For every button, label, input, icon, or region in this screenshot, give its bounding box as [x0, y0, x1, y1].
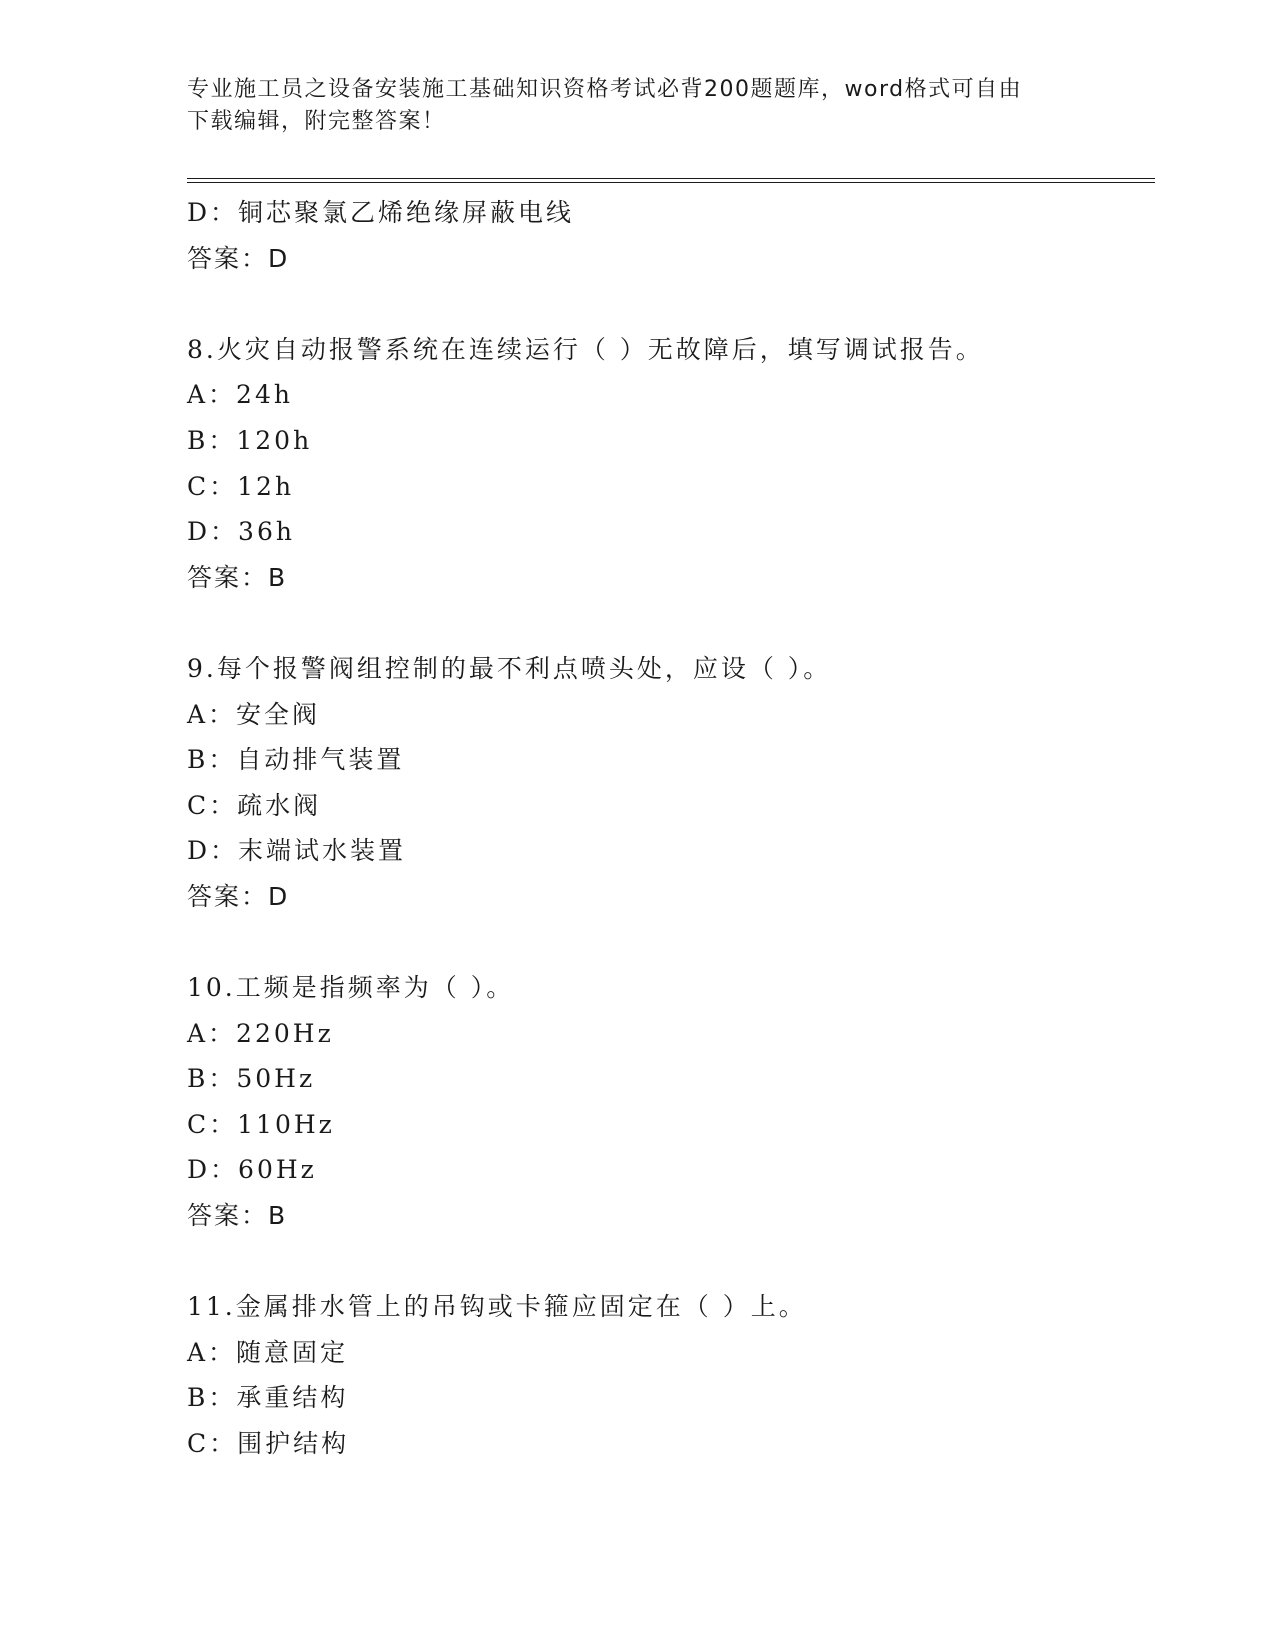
answer-line: 答案：D — [187, 243, 290, 273]
question-list — [187, 190, 1155, 1467]
option-d: D：末端试水装置 — [187, 836, 407, 866]
question-stem: 10.工频是指频率为（ ）。 — [187, 973, 515, 1003]
option-a: A：安全阀 — [187, 699, 321, 729]
option-a: A：24h — [187, 380, 293, 410]
document-header — [187, 74, 1087, 138]
question-block-11 — [187, 1284, 1155, 1466]
answer-line: 答案：B — [187, 1201, 288, 1231]
option-a: A：220Hz — [187, 1018, 334, 1048]
option-a: A：随意固定 — [187, 1337, 349, 1367]
question-stem: 11.金属排水管上的吊钩或卡箍应固定在（ ）上。 — [187, 1292, 807, 1322]
question-stem: 9.每个报警阀组控制的最不利点喷头处，应设（ ）。 — [187, 653, 832, 683]
option-c: C：围护结构 — [187, 1429, 350, 1459]
option-b: B：承重结构 — [187, 1383, 349, 1413]
option-c: C：110Hz — [187, 1109, 335, 1139]
option-c: C：12h — [187, 471, 295, 501]
header-divider-bottom — [187, 182, 1155, 183]
option-b: B：50Hz — [187, 1064, 316, 1094]
option-d: D：60Hz — [187, 1155, 317, 1185]
option-d: D：36h — [187, 517, 295, 547]
question-block-8 — [187, 327, 1155, 601]
option-b: B：120h — [187, 425, 313, 455]
answer-line: 答案：B — [187, 562, 288, 592]
header-line-2: 下载编辑，附完整答案！ — [187, 109, 446, 134]
header-divider-top — [187, 178, 1155, 179]
option-b: B：自动排气装置 — [187, 745, 405, 775]
question-block-9 — [187, 646, 1155, 920]
header-line-1: 专业施工员之设备安装施工基础知识资格考试必背200题题库，word格式可自由 — [187, 77, 1023, 102]
option-c: C：疏水阀 — [187, 790, 322, 820]
question-stem: 8.火灾自动报警系统在连续运行（ ）无故障后，填写调试报告。 — [187, 334, 984, 364]
option-d: D：铜芯聚氯乙烯绝缘屏蔽电线 — [187, 198, 575, 227]
question-block-10 — [187, 965, 1155, 1239]
answer-line: 答案：D — [187, 881, 290, 911]
